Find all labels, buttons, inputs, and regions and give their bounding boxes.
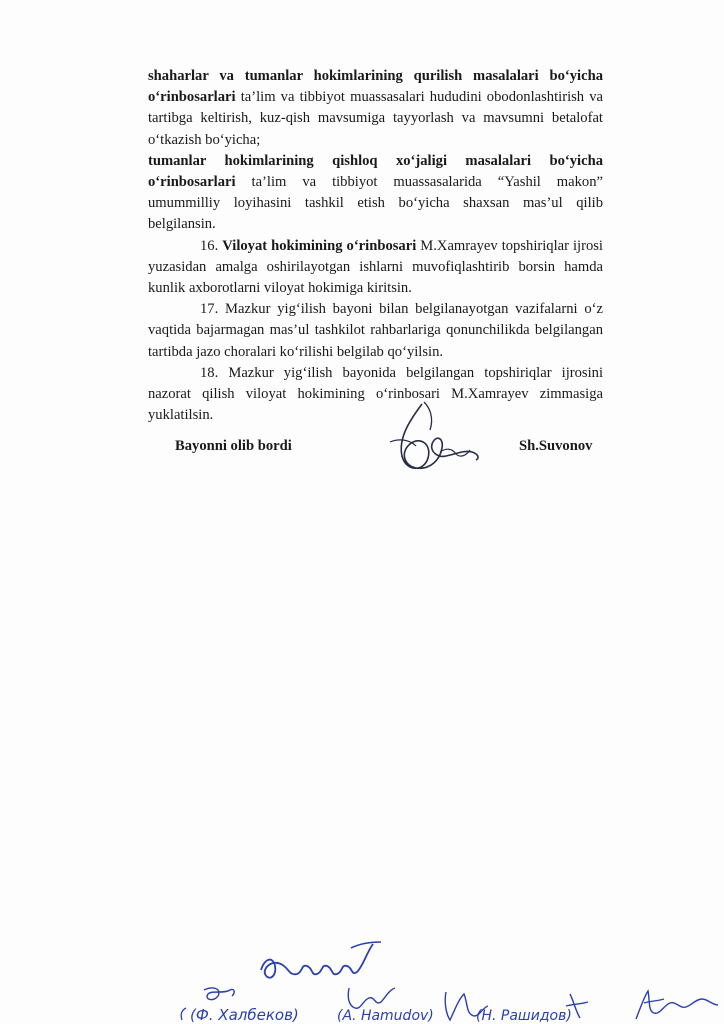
paragraph-18-number: 18. <box>200 364 219 381</box>
paragraph-18 <box>148 363 603 427</box>
paragraph-2-rest: ta’lim va tibbiyot muassasalarida “Yashil makon” umummilliy loyihasini tashkil etish bo‘yicha shaxsan mas’ul qilib belgilansin. <box>148 174 603 233</box>
blue-signature-4 <box>630 985 722 1023</box>
blue-signature-1 <box>178 980 308 1024</box>
paragraph-16-bold: Viloyat hokimining o‘rinbosari <box>222 237 417 254</box>
paragraph-17-number: 17. <box>200 301 219 318</box>
blue-signature-2 <box>335 982 445 1024</box>
paragraph-1-bold: shaharlar va tumanlar hokimlarining qurilish masalalari bo‘yicha o‘rinbosarlari <box>148 68 603 106</box>
handwritten-note-3: (Н. Рашидов) <box>476 1008 572 1024</box>
paragraph-16-number: 16. <box>200 237 219 254</box>
signature-right-name: Sh.Suvonov <box>519 438 593 454</box>
signature-left-label: Bayonni olib bordi <box>175 438 292 454</box>
paragraph-2-bold: tumanlar hokimlarining qishloq xo‘jaligi masalalari bo‘yicha o‘rinbosarlari <box>148 152 603 191</box>
paragraph-17 <box>148 299 603 363</box>
paragraph-1 <box>148 66 603 151</box>
paragraph-18-text: Mazkur yig‘ilish bayonida belgilangan topshiriqlar ijrosini nazorat qilish viloyat hokimining o‘rinbosari M.Xamrayev zimmasiga yuklatilsin. <box>148 364 604 424</box>
paragraph-17-text: Mazkur yig‘ilish bayoni bilan belgilanayotgan vazifalarni o‘z vaqtida bajarmagan mas’ul tashkilot rahbarlariga qonunchilikda belgilangan tartibda jazo choralari ko‘rilishi belgilab qo‘yilsin. <box>148 301 603 360</box>
handwritten-note-1: (Ф. Халбеков) <box>190 1006 299 1024</box>
paragraph-1-rest: ta’lim va tibbiyot muassasalari hududini obodonlashtirish va tartibga keltirish, kuz-qish mavsumiga tayyorlash va mavsumni betalofat o‘tkazish bo‘yicha; <box>148 89 603 148</box>
body-text <box>148 66 603 426</box>
paragraph-16-rest: M.Xamrayev topshiriqlar ijrosi yuzasidan amalga oshirilayotgan ishlarni muvofiqlashtirib borsin hamda kunlik axborotlarni viloyat hokimiga kiritsin. <box>148 237 603 297</box>
handwritten-note-2: (А. Hamudov) <box>337 1008 434 1024</box>
signature-row <box>0 438 724 478</box>
paragraph-16 <box>148 236 603 300</box>
main-signature <box>380 398 490 488</box>
blue-signature-3 <box>440 986 590 1024</box>
paragraph-2 <box>148 151 603 236</box>
